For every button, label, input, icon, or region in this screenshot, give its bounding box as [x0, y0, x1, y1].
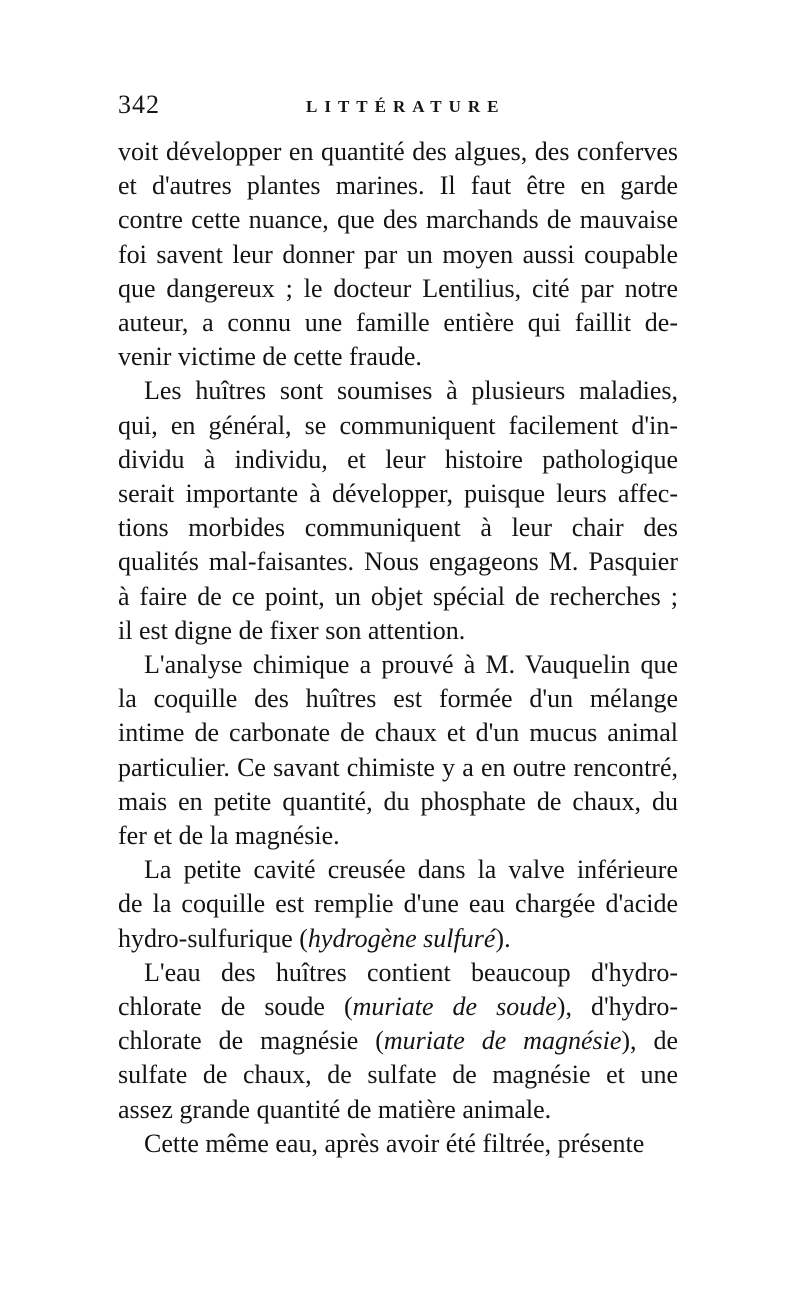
text-line: foi savent leur donner par un moyen aussi coupable — [118, 239, 678, 269]
text-line: contre cette nuance, que des marchands de mauvaise — [118, 205, 678, 235]
text-line — [118, 990, 678, 1024]
text-line — [118, 922, 678, 956]
text-line: serait importante à développer, puisque leurs affec- — [118, 479, 678, 509]
text-line: à faire de ce point, un objet spécial de recherches ; — [118, 581, 678, 611]
text-line: dividu à individu, et leur histoire pathologique — [118, 444, 678, 474]
text-line: auteur, a connu une famille entière qui faillit de- — [118, 308, 678, 338]
text-line — [118, 1058, 678, 1092]
page-header — [118, 90, 678, 128]
text-line — [118, 1024, 678, 1058]
text-line: La petite cavité creusée dans la valve inférieure — [144, 855, 678, 885]
text-run: ), d'hydro- — [556, 992, 678, 1022]
text-line: qui, en général, se communiquent facilement d'in- — [118, 410, 678, 440]
text-line: intime de carbonate de chaux et d'un mucus animal — [118, 718, 678, 748]
body-text — [118, 135, 678, 1161]
paragraph-3 — [118, 648, 678, 853]
text-line: et d'autres plantes marines. Il faut être en garde — [118, 171, 678, 201]
paragraph-2 — [118, 374, 678, 648]
text-run: sulfate de chaux, de sulfate de magnésie et une — [118, 1060, 678, 1090]
paragraph-4 — [118, 853, 678, 956]
text-run: ). — [495, 923, 511, 953]
paragraph-1 — [118, 135, 678, 374]
text-line: fer et de la magnésie. — [118, 821, 340, 851]
text-line: L'analyse chimique a prouvé à M. Vauquelin que — [144, 650, 678, 680]
text-line — [118, 1093, 678, 1127]
text-line: la coquille des huîtres est formée d'un mélange — [118, 684, 678, 714]
text-line: mais en petite quantité, du phosphate de chaux, du — [118, 786, 678, 816]
text-line: voit développer en quantité des algues, des conferves — [118, 137, 678, 166]
text-run: hydro-sulfurique ( — [118, 923, 308, 953]
text-line: il est digne de fixer son attention. — [118, 615, 466, 645]
paragraph-6 — [118, 1127, 678, 1161]
text-line: de la coquille est remplie d'une eau chargée d'acide — [118, 889, 678, 919]
text-run: L'eau des huîtres contient beaucoup d'hydro- — [144, 957, 678, 987]
text-run: chlorate de magnésie ( — [118, 1026, 384, 1056]
page-number: 342 — [118, 90, 160, 119]
paragraph-5 — [118, 956, 678, 1127]
italic-term: muriate de soude — [352, 992, 557, 1022]
text-line: qualités mal-faisantes. Nous engageons M. Pasquier — [118, 547, 678, 577]
text-run: chlorate de soude ( — [118, 992, 353, 1022]
text-line: Les huîtres sont soumises à plusieurs maladies, — [144, 376, 678, 406]
text-run: ), de — [621, 1026, 679, 1056]
text-line: que dangereux ; le docteur Lentilius, cité par notre — [118, 273, 678, 303]
text-line: venir victime de cette fraude. — [118, 342, 422, 372]
text-line: Cette même eau, après avoir été filtrée, présente — [144, 1128, 645, 1158]
running-title: LITTÉRATURE — [306, 97, 506, 116]
text-run: assez grande quantité de matière animale. — [118, 1094, 552, 1124]
italic-term: hydrogène sulfuré — [307, 923, 496, 953]
italic-term: muriate de magnésie — [383, 1026, 622, 1056]
text-line: tions morbides communiquent à leur chair des — [118, 513, 678, 543]
text-line — [118, 956, 678, 990]
text-line: particulier. Ce savant chimiste y a en outre rencontré, — [118, 752, 678, 782]
